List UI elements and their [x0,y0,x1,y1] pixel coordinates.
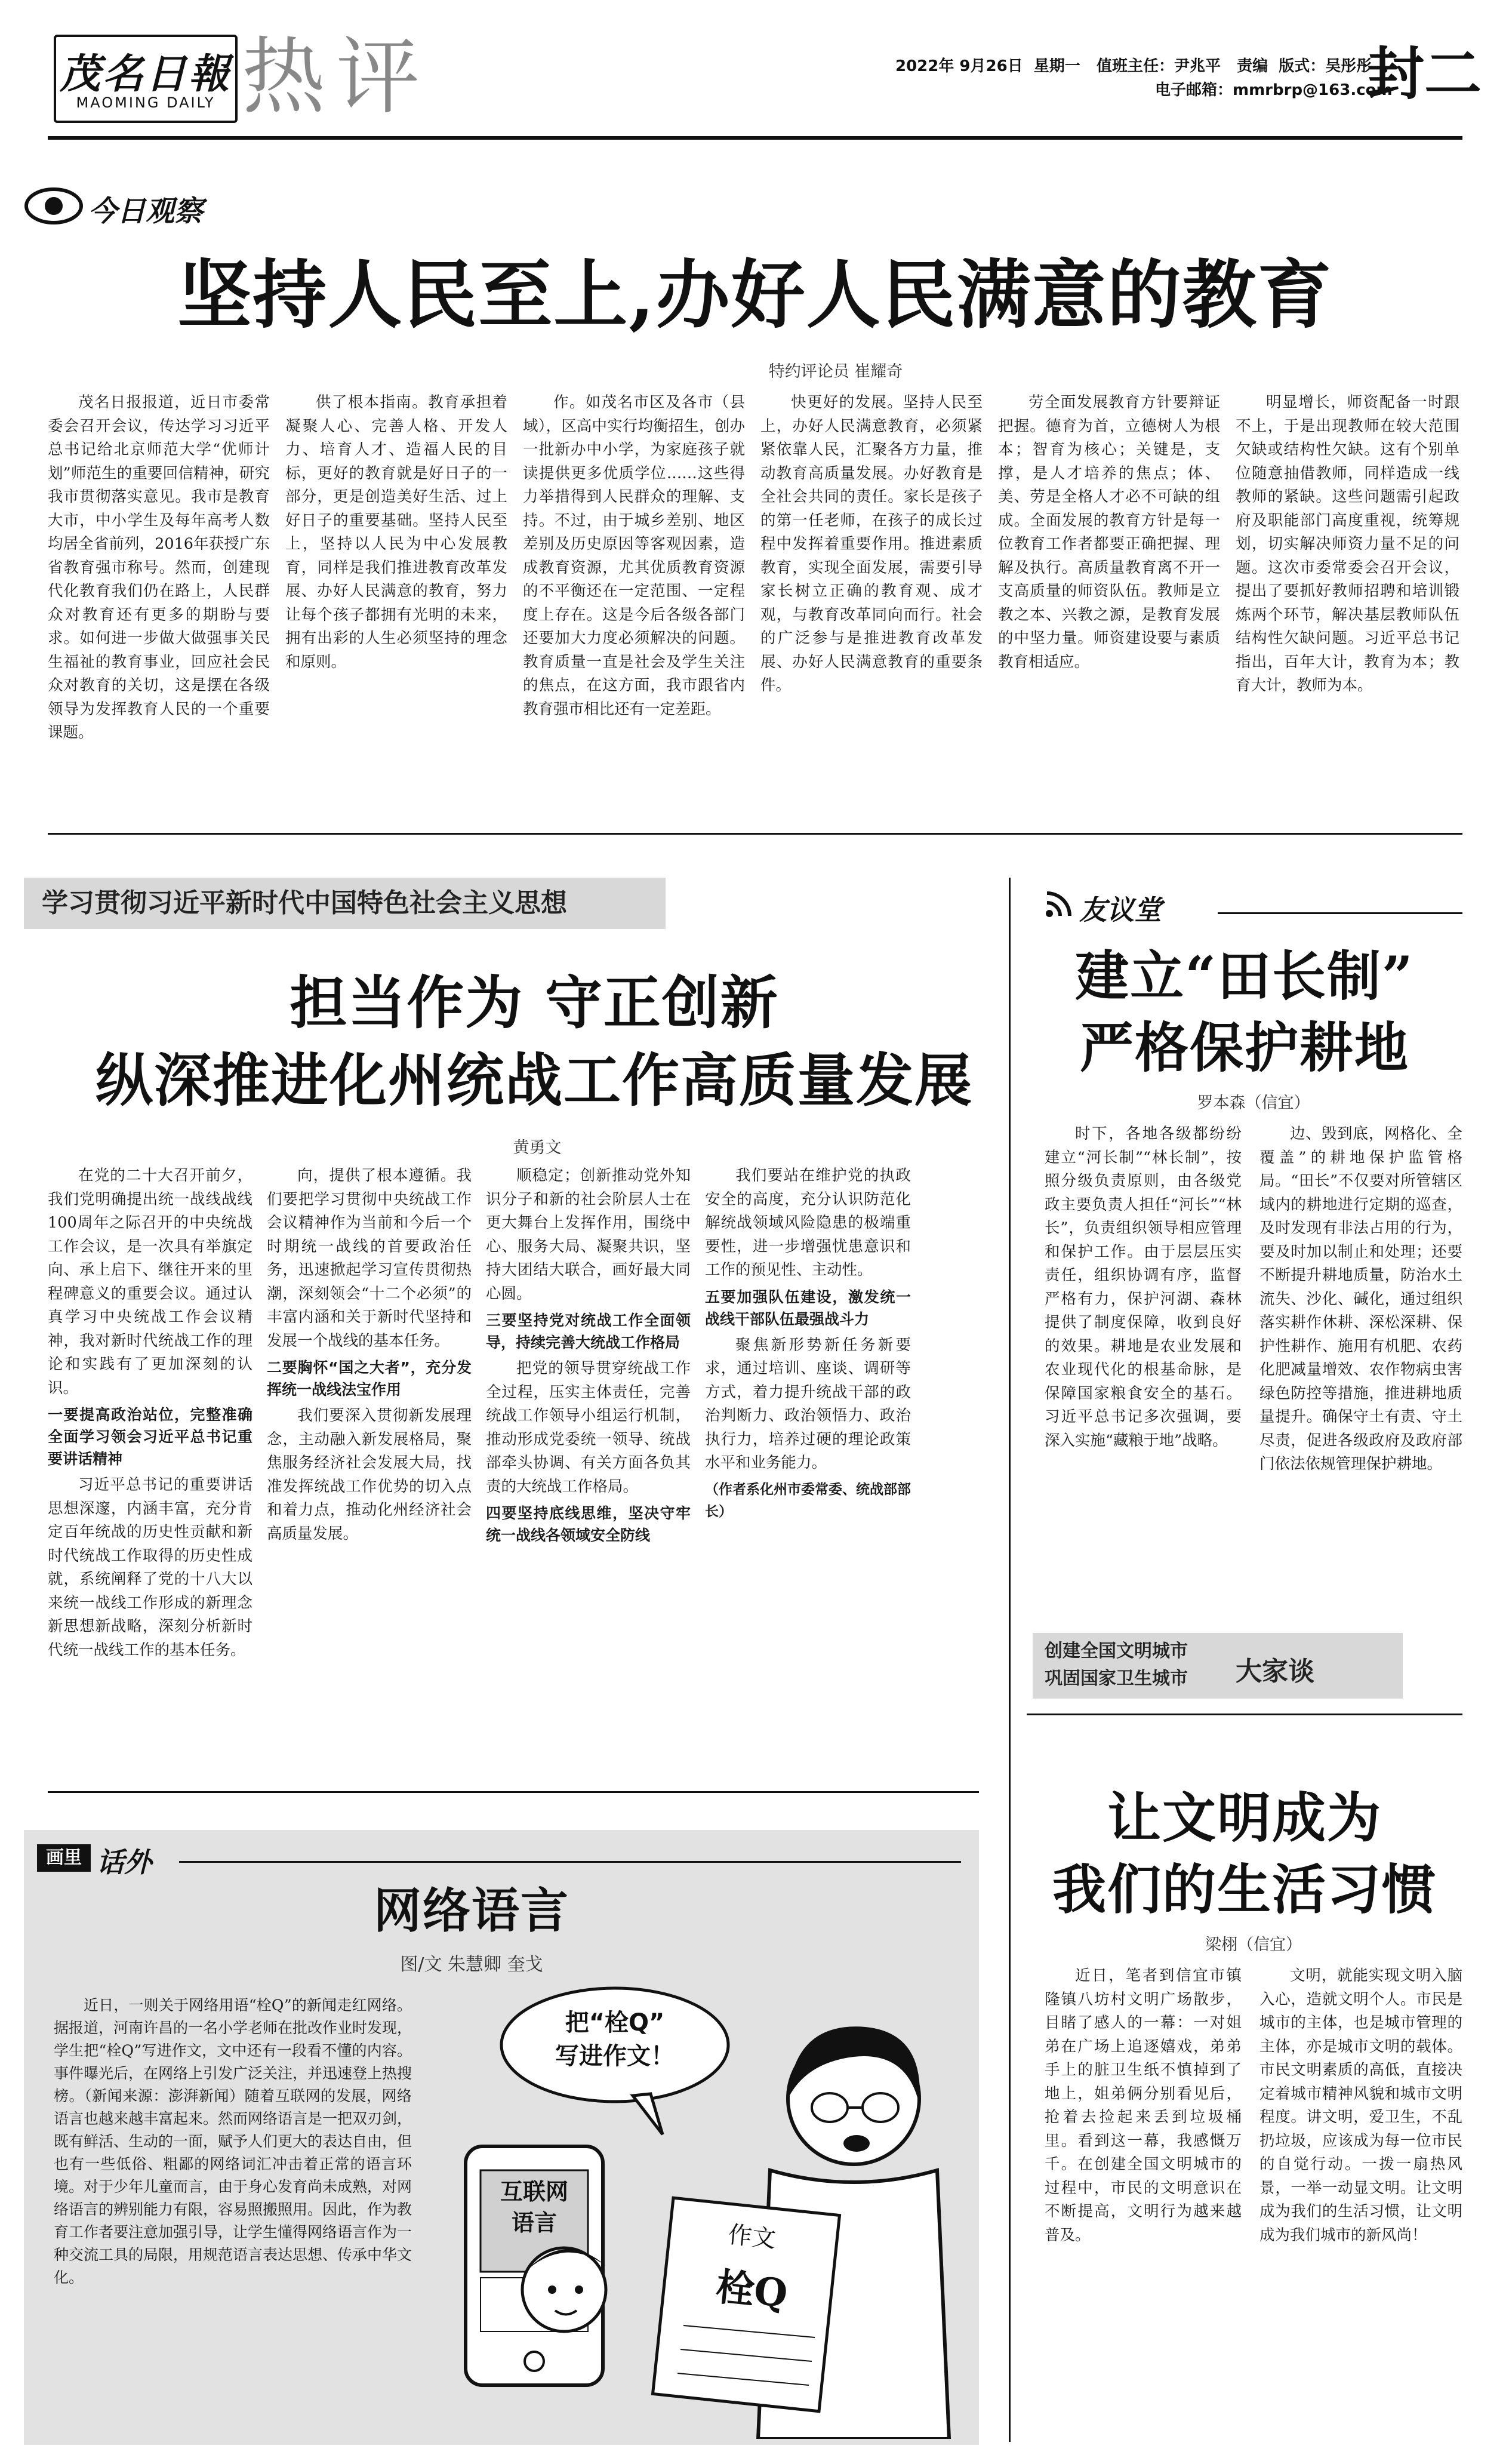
civil-banner-right: 大家谈 [1236,1656,1314,1687]
party-col-2: 向，提供了根本遵循。我们要把学习贯彻中央统战工作会议精神作为当前和今后一个时期统一战线的首要政治任务，迅速掀起学习宣传贯彻热潮，深刻领会“十二个必须”的丰富内涵和关于新时代坚持和发展一个战线的基本任务。 二要胸怀“国之大者”，充分发挥统一战线法宝作用 我们要深入贯彻新发展理念，主动融入新发展格局，聚焦服务经济社会发展大局，找准发挥统战工作优势的切入点和着力点，推动化州经济社会高质量发展。 [267,1167,472,1543]
party-col-3: 顺稳定；创新推动党外知识分子和新的社会阶层人士在更大舞台上发挥作用，围绕中心、服务大局、凝聚共识，坚持大团结大联合，画好最大同心圆。 三要坚持党对统战工作全面领导，持续完善大统战工作格局 把党的领导贯穿统战工作全过程，压实主体责任，完善统战工作领导小组运行机制，推动形成党委统一领导、统战部牵头协调、有关方面各负其责的大统战工作格局。 四要坚持底线思维，坚决守牢统一战线各领域安全防线 [486,1164,691,1779]
civil-title-2: 我们的生活习惯 [1052,1858,1437,1921]
eye-icon [24,185,84,227]
cartoon-credit: 图/文 朱慧卿 奎戈 [400,1954,543,1975]
party-title-1: 担当作为 守正创新 [290,969,779,1036]
main-col-1: 茂名日报报道，近日市委常委会召开会议，传达学习习近平总书记给北京师范大学“优师计划”师范生的重要回信精神，研究我市贯彻落实意见。我市是教育大市，中小学生及每年高考人数均居全省前列，2016年获授广东省教育强市称号。然而，创建现代化教育我们仍在路上，人民群众对教育还有更多的期盼与要求。如何进一步做大做强事关民生福祉的教育事业，回应社会民众对教育的关切，这是摆在各级领导为发挥教育人民的一个重要课题。 [48,393,270,742]
cartoon-title: 网络语言 [374,1882,569,1939]
page-label: 封二 [1367,40,1482,107]
logo-en: MAOMING DAILY [76,94,215,111]
small-talk-col-1: 时下，各地各级都纷纷建立“河长制”“林长制”，按照分级负责原则，由各级党政主要负责人担任“河长”“林长”，负责组织领导相应管理和保护工作。由于层层压实责任，组织协调有序，监督严格有力，保护河湖、森林提供了制度保障，收到良好的效果。耕地是农业发展和农业现代化的根基命脉，是保障国家粮食安全的基石。习近平总书记多次强调，要深入实施“藏粮于地”战略。 [1045,1125,1242,1450]
civil-col-2: 文明，就能实现文明入脑入心，造就文明个人。市民是城市的主体，也是城市管理的主体，亦是城市文明的载体。市民文明素质的高低，直接决定着城市精神风貌和城市文明程度。讲文明，爱卫生，不乱扔垃圾，应该成为每一位市民的自觉行动。一拨一扇热风景，一举一动显文明。让文明成为我们的生活习惯，让文明成为我们城市的新风尚！ [1259,1967,1462,2244]
party-byline: 黄勇文 [513,1139,562,1157]
email-line: 电子邮箱：mmrbrp@163.com [1155,81,1393,99]
logo-box [54,35,238,123]
small-talk-title-2: 严格保护耕地 [1080,1016,1409,1079]
main-col-6: 明显增长，师资配备一时跟不上，于是出现教师在较大范围欠缺或结构性欠缺。这有个别单位随意抽借教师，同样造成一线教师的紧缺。这些问题需引起政府及职能部门高度重视，统筹规划，切实解决师资力量不足的问题。这次市委常委会召开会议，提出了要抓好教师招聘和培训锻炼两个环节，解决基层教师队伍结构性欠缺问题。习近平总书记指出，百年大计，教育为本；教育大计，教师为本。 [1236,393,1459,694]
main-col-2: 供了根本指南。教育承担着凝聚人心、完善人格、开发人力、培育人才、造福人民的目标，更好的教育就是好日子的一部分，更是创造美好生活、过上好日子的重要基础。坚持人民至上，坚持以人民为中心发展教育，同样是我们推进教育改革发展、办好人民满意的教育，努力让每个孩子都拥有光明的未来，拥有出彩的人生必须坚持的理念和原则。 [285,393,507,671]
cartoon-tag-rule [179,1861,961,1863]
party-title-2: 纵深推进化州统战工作高质量发展 [96,1047,973,1114]
party-col-1: 在党的二十大召开前夕，我们党明确提出统一战线战线100周年之际召开的中央统战工作会议，是一次具有举旗定向、承上启下、继往开来的里程碑意义的重要会议。通过认真学习中央统战工作会议精神，我对新时代统战工作的理论和实践有了更加深刻的认识。 一要提高政治站位，完整准确全面学习领会习近平总书记重要讲话精神 习近平总书记的重要讲话思想深邃，内涵丰富，充分肯定百年统战的历史性贡献和新时代统战工作取得的历史性成就，系统阐释了党的十八大以来统一战线工作形成的新理念新思想新战略，深刻分析新时代统一战线工作的基本任务。 [48,1167,252,1659]
cartoon-paper-label: 作文 [726,2220,777,2254]
cartoon-tag-box: 画里 [37,1844,91,1872]
masthead [0,0,1509,149]
main-col-3: 作。如茂名市区及各市（县域），区高中实行均衡招生，创办一批新办中小学，为家庭孩子就读提供更多优质学位……这些得力举措得到人民群众的理解、支持。不过，由于城乡差别、地区差别及历史原因等客观因素，造成教育资源，尤其优质教育资源的不平衡还在一定范围、一定程度上存在。这是今后各级各部门还要加大力度必须解决的问题。教育质量一直是社会及学生关注的焦点，在这方面，我市跟省内教育强市相比还有一定差距。 [523,393,745,718]
masthead-rule [48,136,1462,140]
civil-col-1: 近日，笔者到信宜市镇隆镇八坊村文明广场散步，目睹了感人的一幕：一对姐弟在广场上追逐嬉戏，弟弟手上的脏卫生纸不慎掉到了地上，姐弟俩分别看见后，抢着去捡起来丢到垃圾桶里。看到这一幕，我感慨万千。在创建全国文明城市的过程中，市民的文明意识在不断提高，文明行为越来越普及。 [1045,1967,1242,2244]
small-talk-title-1: 建立“田长制” [1075,945,1414,1008]
small-talk-tag [1043,884,1234,925]
civil-banner-left: 创建全国文明城市 巩固国家卫生城市 [1045,1641,1188,1689]
civil-title-1: 让文明成为 [1107,1786,1382,1850]
party-subhead-5: 五要加强队伍建设，激发统一战线干部队伍最强战斗力 [705,1288,911,1328]
small-talk-tag-text: 友议堂 [1079,894,1162,926]
small-talk-col-2: 边、毁到底，网格化、全覆盖”的耕地保护监管格局。“田长”不仅要对所管辖区域内的耕地进行定期的巡查，及时发现有非法占用的行为，要及时加以制止和处理；还要不断提升耕地质量，防治水土流失、沙化、碱化，通过组织落实耕作休耕、深松深耕、保护性耕作、施用有机肥、农药化肥减量增效、农作物病虫害绿色防控等措施，推进耕地质量提升。确保守土有责、守土尽责，促进各级政府及政府部门依法依规管理保护耕地。 [1259,1125,1462,1473]
main-col-5: 劳全面发展教育方针要辩证把握。德育为首，立德树人为根本；智育为核心；关键是，支撑，是人才培养的焦点；体、美、劳是全格人才必不可缺的组成。全面发展的教育方针是每一位教育工作者都要正确把握、理解及执行。高质量教育离不开一支高质量的师资队伍。教师是立教之本、兴教之源，是教育发展的中坚力量。师资建设要与素质教育相适应。 [998,393,1220,671]
column-tag [24,182,221,230]
party-subhead-4: 四要坚持底线思维，坚决守牢统一战线各领域安全防线 [486,1505,691,1544]
cartoon-tag [37,1841,168,1877]
party-author-note: （作者系化州市委常委、统战部部长） [705,1481,911,1519]
cartoon-speech: 把“栓Q” 写进作文！ [555,2009,675,2070]
cartoon-text: 近日，一则关于网络用语“栓Q”的新闻走红网络。据报道，河南许昌的一名小学老师在批改作业时发现，学生把“栓Q”写进作文，文中还有一段看不懂的内容。事件曝光后，在网络上引发广泛关注，并迅速登上热搜榜。（新闻来源：澎湃新闻）随着互联网的发展，网络语言也越来越丰富起来。然而网络语言是一把双刃剑，既有鲜活、生动的一面，赋予人们更大的表达自由，但也有一些低俗、粗鄙的网络词汇冲击着正常的语言环境。对于少年儿童而言，由于身心发育尚未成熟，对网络语言的辨别能力有限，容易照搬照用。因此，作为教育工作者要注意加强引导，让学生懂得网络语言作为一种交流工具的局限，用规范语言表达思想、传承中华文化。 [54,1997,412,2286]
party-subhead-3: 三要坚持党对统战工作全面领导，持续完善大统战工作格局 [486,1312,691,1351]
civil-banner [1033,1633,1403,1699]
main-bottom-rule [48,833,1462,835]
cartoon-phone-label: 互联网 语言 [500,2179,568,2236]
column-tag-text: 今日观察 [88,195,204,228]
main-byline: 特约评论员 崔耀奇 [768,362,903,381]
party-col-4: 我们要站在维护党的执政安全的高度，充分认识防范化解统战领域风险隐患的极端重要性，进一步增强忧患意识和工作的预见性、主动性。 五要加强队伍建设，激发统一战线干部队伍最强战斗力 聚焦新形势新任务新要求，通过培训、座谈、调研等方式，着力提升统战干部的政治判断力、政治领悟力、政治执行力，培养过硬的理论政策水平和业务能力。 （作者系化州市委常委、统战部部长） [705,1164,911,1779]
party-subhead-1: 一要提高政治站位，完整准确全面学习领会习近平总书记重要讲话精神 [48,1406,252,1468]
section-title: 热评 [242,29,431,126]
cartoon-tag-text: 话外 [97,1846,152,1878]
small-talk-byline: 罗本森（信宜） [1197,1094,1310,1112]
small-talk-tag-rule [1218,912,1462,914]
date-line: 2022年 9月26日 星期一 值班主任：尹兆平 责编 版式：吴彤彤 [895,57,1372,75]
main-title: 坚持人民至上,办好人民满意的教育 [177,252,1333,339]
vertical-divider [1009,878,1011,2442]
party-bottom-rule [48,1791,979,1793]
civil-byline: 梁栩（信宜） [1205,1936,1302,1954]
main-col-4: 快更好的发展。坚持人民至上，办好人民满意教育，必须紧紧依靠人民，汇聚各方力量，推动教育高质量发展。办好教育是全社会共同的责任。家长是孩子的第一任老师，在孩子的成长过程中发挥着重要作用。推进素质教育，实现全面发展，需要引导家长树立正确的教育观、成才观，与教育改革同向而行。社会的广泛参与是推进教育改革发展、办好人民满意教育的重要条件。 [760,393,983,694]
rss-icon [1043,890,1073,919]
cartoon-illustration [436,1979,961,2439]
cartoon-paper-text: 栓Q [713,2264,790,2317]
party-banner: 学习贯彻习近平新时代中国特色社会主义思想 [24,878,666,929]
party-subhead-2: 二要胸怀“国之大者”，充分发挥统一战线法宝作用 [267,1359,472,1398]
cartoon-box [24,1830,979,2445]
small-talk-bottom-rule [1027,1714,1462,1715]
logo-cn: 茂名日報 [59,50,232,98]
